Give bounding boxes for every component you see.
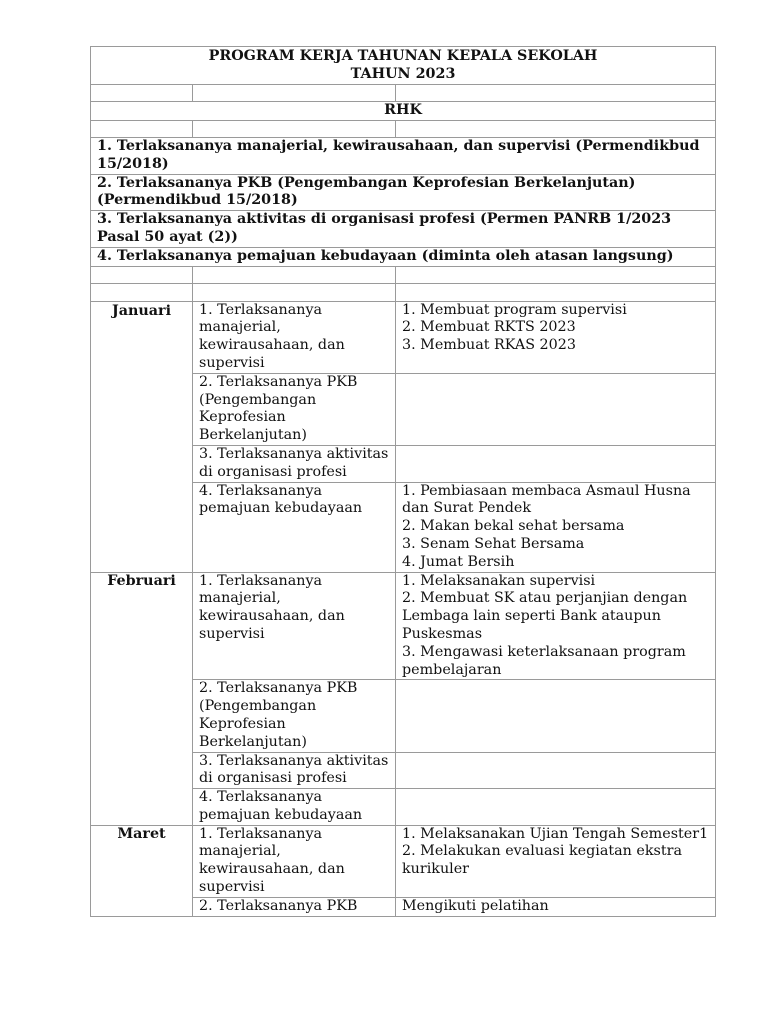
title-row (91, 47, 716, 85)
month-row (91, 572, 716, 680)
activity-item: 2. Melakukan evaluasi kegiatan ekstra kurikuler (402, 843, 682, 878)
rhk-item: 2. Terlaksananya PKB (Pengembangan Keprofesian Berkelanjutan) (Permendikbud 15/2018) (91, 174, 716, 211)
activity-cell (396, 373, 716, 445)
activity-item: 3. Membuat RKAS 2023 (402, 337, 576, 354)
blank-row (91, 266, 716, 283)
activity-cell (396, 445, 716, 482)
rhk-header: RHK (91, 102, 716, 121)
activity-item: 4. Jumat Bersih (402, 553, 515, 570)
activity-cell (396, 680, 716, 752)
rhk-item-row (91, 174, 716, 211)
activity-item: 1. Melaksanakan Ujian Tengah Semester1 (402, 825, 709, 842)
rhk-cell: 3. Terlaksananya aktivitas di organisasi profesi (193, 752, 396, 789)
activity-item: 1. Membuat program supervisi (402, 301, 627, 318)
document-page (90, 46, 715, 917)
month-label: Maret (91, 825, 193, 916)
document-year: TAHUN 2023 (350, 65, 456, 82)
blank-row (91, 85, 716, 102)
rhk-cell: 1. Terlaksananya manajerial, kewirausahaan, dan supervisi (193, 825, 396, 897)
rhk-cell: 4. Terlaksananya pemajuan kebudayaan (193, 482, 396, 572)
rhk-item: 4. Terlaksananya pemajuan kebudayaan (diminta oleh atasan langsung) (91, 247, 716, 266)
activity-cell (396, 789, 716, 826)
month-row (91, 825, 716, 897)
month-row (91, 301, 716, 373)
rhk-header-row (91, 102, 716, 121)
work-program-table (90, 46, 716, 917)
activity-item: 2. Membuat RKTS 2023 (402, 319, 576, 336)
activity-cell (396, 752, 716, 789)
activity-item: 2. Membuat SK atau perjanjian dengan Lembaga lain seperti Bank ataupun Puskesmas (402, 590, 688, 642)
activity-item: 1. Melaksanakan supervisi (402, 572, 596, 589)
rhk-cell: 4. Terlaksananya pemajuan kebudayaan (193, 789, 396, 826)
rhk-cell: 2. Terlaksananya PKB (193, 897, 396, 916)
blank-row (91, 283, 716, 301)
activity-cell (396, 897, 716, 916)
month-label: Januari (91, 301, 193, 572)
rhk-cell: 1. Terlaksananya manajerial, kewirausahaan, dan supervisi (193, 301, 396, 373)
rhk-item-row (91, 138, 716, 175)
rhk-item-row (91, 211, 716, 248)
rhk-cell: 2. Terlaksananya PKB (Pengembangan Keprofesian Berkelanjutan) (193, 373, 396, 445)
activity-item: Mengikuti pelatihan (402, 897, 549, 914)
activity-cell (396, 825, 716, 897)
document-title: PROGRAM KERJA TAHUNAN KEPALA SEKOLAH (208, 48, 598, 64)
rhk-cell: 3. Terlaksananya aktivitas di organisasi profesi (193, 445, 396, 482)
activity-item: 3. Mengawasi keterlaksanaan program pembelajaran (402, 643, 686, 678)
month-label: Februari (91, 572, 193, 825)
rhk-item: 1. Terlaksananya manajerial, kewirausahaan, dan supervisi (Permendikbud 15/2018) (91, 138, 716, 175)
activity-cell (396, 572, 716, 680)
rhk-cell: 2. Terlaksananya PKB (Pengembangan Keprofesian Berkelanjutan) (193, 680, 396, 752)
rhk-cell: 1. Terlaksananya manajerial, kewirausahaan, dan supervisi (193, 572, 396, 680)
activity-item: 2. Makan bekal sehat bersama (402, 518, 625, 535)
activity-cell (396, 482, 716, 572)
activity-cell (396, 301, 716, 373)
blank-row (91, 121, 716, 138)
activity-item: 1. Pembiasaan membaca Asmaul Husna dan Surat Pendek (402, 482, 691, 517)
activity-item: 3. Senam Sehat Bersama (402, 535, 585, 552)
rhk-item-row (91, 247, 716, 266)
rhk-item: 3. Terlaksananya aktivitas di organisasi profesi (Permen PANRB 1/2023 Pasal 50 ayat (2)) (91, 211, 716, 248)
